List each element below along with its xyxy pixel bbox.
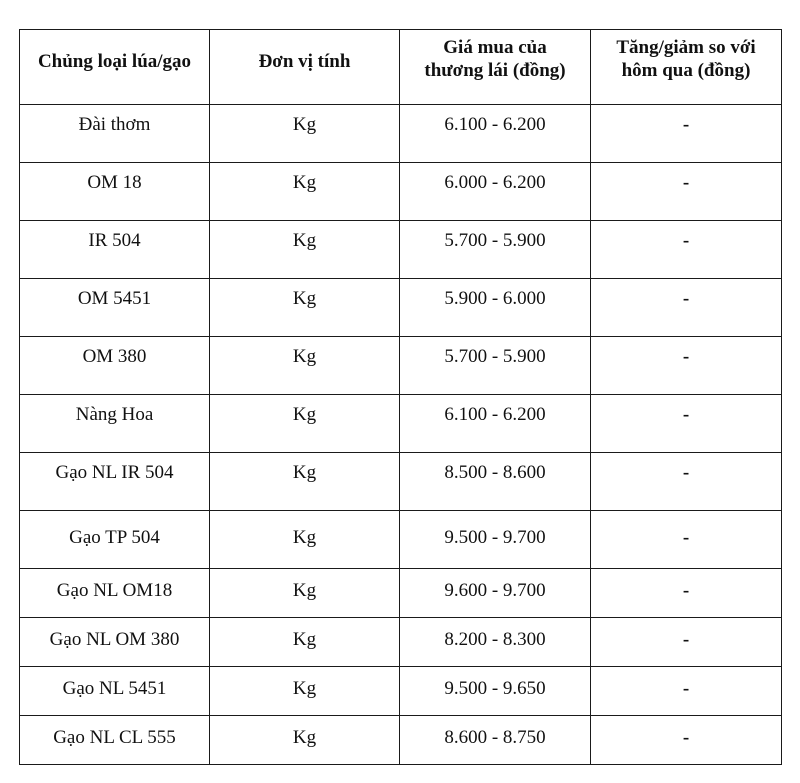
price-cell: 5.700 - 5.900: [400, 337, 591, 395]
table-row: [20, 511, 782, 569]
rice-price-table: [19, 29, 782, 765]
price-cell: 9.600 - 9.700: [400, 569, 591, 618]
variety-cell: Gạo NL 5451: [20, 667, 210, 716]
variety-cell: Nàng Hoa: [20, 395, 210, 453]
table-row: [20, 221, 782, 279]
unit-cell: Kg: [210, 279, 400, 337]
change-cell: -: [591, 337, 782, 395]
header-price-line2: thương lái (đồng): [424, 60, 566, 81]
change-cell: -: [591, 618, 782, 667]
price-cell: 8.500 - 8.600: [400, 453, 591, 511]
change-cell: -: [591, 163, 782, 221]
table-row: [20, 337, 782, 395]
variety-cell: OM 5451: [20, 279, 210, 337]
header-change-line1: Tăng/giảm so với: [616, 37, 756, 58]
price-cell: 8.600 - 8.750: [400, 716, 591, 765]
price-cell: 6.100 - 6.200: [400, 105, 591, 163]
change-cell: -: [591, 716, 782, 765]
table-row: [20, 163, 782, 221]
price-cell: 5.900 - 6.000: [400, 279, 591, 337]
table-row: [20, 105, 782, 163]
price-cell: 5.700 - 5.900: [400, 221, 591, 279]
unit-cell: Kg: [210, 395, 400, 453]
table-row: [20, 279, 782, 337]
price-cell: 9.500 - 9.700: [400, 511, 591, 569]
change-cell: -: [591, 105, 782, 163]
change-cell: -: [591, 221, 782, 279]
table-row: [20, 716, 782, 765]
price-cell: 6.100 - 6.200: [400, 395, 591, 453]
price-cell: 9.500 - 9.650: [400, 667, 591, 716]
header-change-line2: hôm qua (đồng): [621, 60, 751, 81]
variety-cell: OM 380: [20, 337, 210, 395]
price-cell: 8.200 - 8.300: [400, 618, 591, 667]
unit-cell: Kg: [210, 453, 400, 511]
table-row: [20, 667, 782, 716]
variety-cell: Gạo NL IR 504: [20, 453, 210, 511]
header-change: [591, 30, 782, 105]
header-price-line1: Giá mua của: [443, 37, 547, 58]
unit-cell: Kg: [210, 105, 400, 163]
header-price: [400, 30, 591, 105]
variety-cell: Gạo TP 504: [20, 511, 210, 569]
unit-cell: Kg: [210, 569, 400, 618]
change-cell: -: [591, 279, 782, 337]
variety-cell: OM 18: [20, 163, 210, 221]
price-cell: 6.000 - 6.200: [400, 163, 591, 221]
change-cell: -: [591, 569, 782, 618]
change-cell: -: [591, 511, 782, 569]
change-cell: -: [591, 453, 782, 511]
change-cell: -: [591, 395, 782, 453]
change-cell: -: [591, 667, 782, 716]
variety-cell: IR 504: [20, 221, 210, 279]
unit-cell: Kg: [210, 667, 400, 716]
unit-cell: Kg: [210, 163, 400, 221]
variety-cell: Gạo NL OM18: [20, 569, 210, 618]
table-row: [20, 453, 782, 511]
table-row: [20, 395, 782, 453]
unit-cell: Kg: [210, 716, 400, 765]
table-row: [20, 569, 782, 618]
variety-cell: Đài thơm: [20, 105, 210, 163]
variety-cell: Gạo NL OM 380: [20, 618, 210, 667]
table-row: [20, 618, 782, 667]
header-unit: Đơn vị tính: [210, 30, 400, 105]
variety-cell: Gạo NL CL 555: [20, 716, 210, 765]
unit-cell: Kg: [210, 221, 400, 279]
table-header-row: [20, 30, 782, 105]
unit-cell: Kg: [210, 511, 400, 569]
unit-cell: Kg: [210, 337, 400, 395]
unit-cell: Kg: [210, 618, 400, 667]
header-variety: Chủng loại lúa/gạo: [20, 30, 210, 105]
